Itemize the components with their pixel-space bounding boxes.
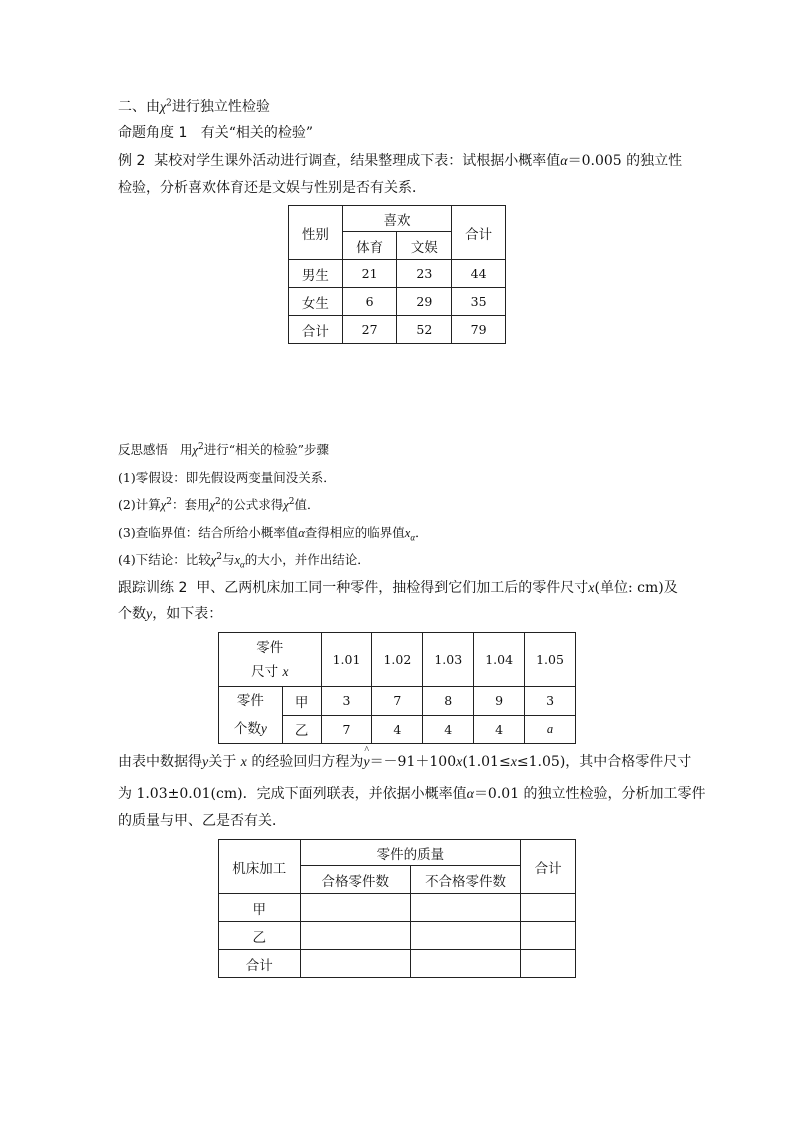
example-2-line-2: 检验，分析喜欢体育还是文娱与性别是否有关系． <box>118 180 426 196</box>
header-size: 零件 尺寸 x <box>219 633 322 687</box>
contingency-table <box>218 839 576 978</box>
subheader-sports: 体育 <box>342 232 397 260</box>
input-cell <box>410 950 520 978</box>
header-like: 喜欢 <box>342 206 452 232</box>
reflection-step-3: (3)查临界值：结合所给小概率值α查得相应的临界值$x_\alpha$． <box>118 525 428 543</box>
input-cell <box>410 894 520 922</box>
reflection-step-4: (4)下结论：比较$\chi^2$与$x_\alpha$的大小，并作出结论． <box>118 551 370 570</box>
regression-line-1: 由表中数据得y关于 x 的经验回归方程为^ y＝－91＋100x(1.01≤x≤1.05)，其中合格零件尺寸 <box>118 752 688 773</box>
practice-2-line-2: 个数y，如下表： <box>118 606 223 622</box>
input-cell <box>300 894 410 922</box>
section-title: 二、由$\chi^2$进行独立性检验 <box>118 98 270 115</box>
table-row: 男生 21 23 44 <box>289 260 506 288</box>
subheader-arts: 文娱 <box>397 232 452 260</box>
input-cell <box>410 922 520 950</box>
reflection-title: 反思感悟 用$\chi^2$进行“相关的检验”步骤 <box>118 441 329 457</box>
table-row: 零件 个数y 甲 3 7 8 9 3 <box>219 687 576 716</box>
part-size-table: 零件 尺寸 x 1.01 1.02 1.03 1.04 1.05 零件 个数y 甲 3 7 8 9 3 乙 7 4 4 4 a <box>218 632 576 744</box>
practice-2-line-1: 跟踪训练 2 甲、乙两机床加工同一种零件，抽检得到它们加工后的零件尺寸x(单位: cm)及 <box>118 580 678 596</box>
header-count: 零件 个数y <box>219 687 283 744</box>
table-row: 甲 <box>219 894 576 922</box>
regression-line-2: 为 1.03±0.01(cm)．完成下面列联表，并依据小概率值α＝0.01 的独立性检验，分析加工零件 <box>118 786 706 802</box>
table-row: 合计 <box>219 950 576 978</box>
header-total: 合计 <box>452 206 506 260</box>
topic-angle-1: 命题角度 1 有关“相关的检验” <box>118 125 314 141</box>
reflection-step-2: (2)计算$\chi^2$：套用$\chi^2$的公式求得$\chi^2$值． <box>118 496 320 512</box>
regression-line-3: 的质量与甲、乙是否有关． <box>118 813 286 829</box>
subheader-pass: 合格零件数 <box>300 866 410 894</box>
input-cell <box>521 950 576 978</box>
subheader-fail: 不合格零件数 <box>410 866 520 894</box>
header-total: 合计 <box>521 840 576 894</box>
input-cell <box>300 922 410 950</box>
header-machine: 机床加工 <box>219 840 301 894</box>
table-row: 乙 <box>219 922 576 950</box>
gender-preference-table <box>288 205 506 344</box>
input-cell <box>300 950 410 978</box>
header-gender: 性别 <box>289 206 343 260</box>
table-row: 女生 6 29 35 <box>289 288 506 316</box>
table-row: 合计 27 52 79 <box>289 316 506 344</box>
input-cell <box>521 894 576 922</box>
reflection-step-1: (1)零假设：即先假设两变量间没关系． <box>118 470 336 485</box>
example-2-line-1: 例 2 某校对学生课外活动进行调查，结果整理成下表：试根据小概率值α＝0.005 的独立性 <box>118 153 683 169</box>
table-row: 乙 7 4 4 4 a <box>219 715 576 744</box>
input-cell <box>521 922 576 950</box>
header-quality: 零件的质量 <box>300 840 521 866</box>
